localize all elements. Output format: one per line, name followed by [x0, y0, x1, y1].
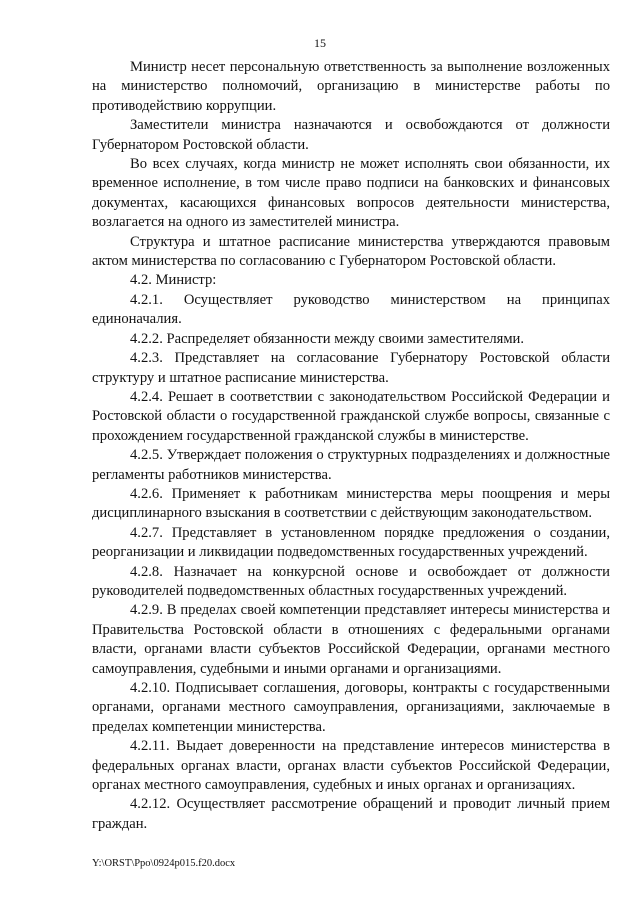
paragraph: 4.2.4. Решает в соответствии с законодательством Российской Федерации и Ростовской области о государственной гражданской службе вопросы, связанные с прохождением государственной гражданской службы в министерстве. [92, 388, 610, 444]
page-number: 15 [314, 36, 326, 50]
document-body [92, 58, 610, 834]
paragraph: Заместители министра назначаются и освобождаются от должности Губернатором Ростовской области. [92, 117, 610, 153]
paragraph: Структура и штатное расписание министерства утверждаются правовым актом министерства по согласованию с Губернатором Ростовской области. [92, 233, 610, 270]
paragraph: Во всех случаях, когда министр не может исполнять свои обязанности, их временное исполнение, в том числе право подписи на банковских и финансовых документах, касающихся финансовых вопросов деятельности министерства, возлагается на одного из заместителей министра. [92, 156, 610, 231]
paragraph: 4.2.12. Осуществляет рассмотрение обращений и проводит личный прием граждан. [92, 796, 610, 832]
paragraph: 4.2.5. Утверждает положения о структурных подразделениях и должностные регламенты работников министерства. [92, 447, 610, 483]
paragraph: 4.2.10. Подписывает соглашения, договоры, контракты с государственными органами, органами местного самоуправления, организациями, заключаемые в пределах компетенции министерства. [92, 680, 610, 735]
paragraph: 4.2.1. Осуществляет руководство министерством на принципах единоначалия. [92, 291, 610, 328]
paragraph: 4.2.6. Применяет к работникам министерства меры поощрения и меры дисциплинарного взыскания в соответствии с действующим законодательством. [92, 485, 610, 522]
paragraph: 4.2.2. Распределяет обязанности между своими заместителями. [130, 330, 525, 347]
paragraph: 4.2.7. Представляет в установленном порядке предложения о создании, реорганизации и ликвидации подведомственных государственных учреждений. [92, 524, 610, 561]
paragraph: 4.2.11. Выдает доверенности на представление интересов министерства в федеральных органах власти, органах власти субъектов Российской Федерации, органах местного самоуправления, судебных и иных органах и организациях. [92, 738, 610, 794]
paragraph: 4.2.3. Представляет на согласование Губернатору Ростовской области структуру и штатное расписание министерства. [92, 350, 610, 386]
paragraph: 4.2.9. В пределах своей компетенции представляет интересы министерства и Правительства Ростовской области в отношениях с федеральными органами власти, органами власти субъектов Российской Федерации, органами местного самоуправления, судебными и иными органами и организациями. [92, 602, 610, 677]
paragraph: 4.2.8. Назначает на конкурсной основе и освобождает от должности руководителей подведомственных областных государственных учреждений. [92, 563, 610, 599]
paragraph: 4.2. Министр: [130, 272, 217, 289]
paragraph: Министр несет персональную ответственность за выполнение возложенных на министерство полномочий, организацию в министерстве работы по противодействию коррупции. [92, 59, 610, 114]
footer-file-path: Y:\ORST\Ppo\0924p015.f20.docx [92, 858, 236, 869]
